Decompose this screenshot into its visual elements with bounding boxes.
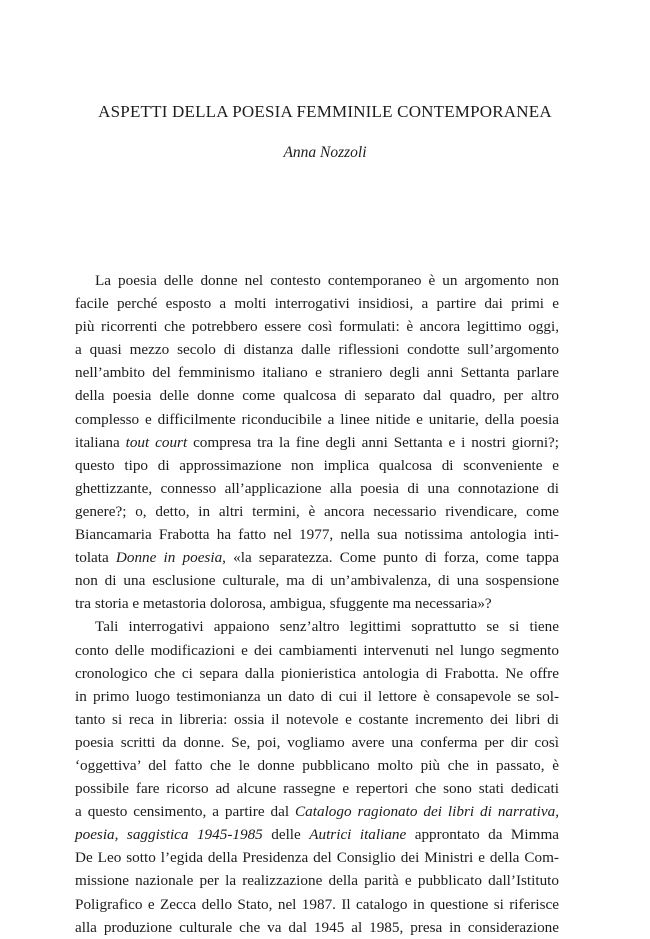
text-run: conto delle modificazioni e dei cambiamenti intervenuti nel lungo segmento [75,641,559,659]
text-run: della poesia delle donne come qualcosa di separato dal quadro, per altro [75,387,559,405]
italic-title: Autrici italiane [309,826,407,844]
text-run: italiana [75,433,126,451]
text-line [75,431,559,454]
text-line [75,685,559,708]
text-run: Poligrafico e Zecca dello Stato, nel 1987. Il catalogo in questione si riferisce [75,895,559,913]
text-run: tolata [75,549,116,567]
text-run: ghettizzante, connesso all’applicazione alla poesia di una connotazione di [75,479,559,497]
italic-title: tout court [125,433,188,451]
text-run: Biancamaria Frabotta ha fatto nel 1977, nella sua notissima antologia inti- [75,526,559,544]
text-run: compresa tra la fine degli anni Settanta e i nostri giorni?; [187,433,559,451]
text-line [75,893,559,916]
text-run: Tali interrogativi appaiono senz’altro legittimi soprattutto se si tiene [95,618,559,636]
text-line [75,869,559,892]
text-run: possibile fare ricorso ad alcune rassegne e repertori che sono stati dedicati [75,780,559,798]
text-line [75,569,559,592]
text-run: La poesia delle donne nel contesto contemporaneo è un argomento non [95,272,559,289]
text-line [75,315,559,338]
text-line [75,477,559,500]
italic-title: Catalogo ragionato dei libri di narrativa, [295,803,559,821]
text-line [75,269,559,292]
text-line [75,338,559,361]
text-run: tanto si reca in libreria: ossia il notevole e costante incremento dei libri di [75,710,559,728]
text-line [75,546,559,569]
text-run: cronologico che ci separa dalla pionieristica antologia di Frabotta. Ne offre [75,664,559,682]
text-run: poesia scritti da donne. Se, poi, vogliamo avere una conferma per dir così [75,733,559,751]
text-run: facile perché esposto a molti interrogativi insidiosi, a partire dai primi e [75,295,559,313]
text-run: nell’ambito del femminismo italiano e straniero degli anni Settanta parlare [75,364,559,382]
text-run: missione nazionale per la realizzazione della parità e pubblicato dall’Istituto [75,872,559,890]
text-run: , «la separatezza. Come punto di forza, come tappa [222,549,559,567]
text-line [75,731,559,754]
text-line [75,408,559,431]
text-run: a quasi mezzo secolo di distanza dalle riflessioni condotte sull’argomento [75,341,559,359]
text-line [75,800,559,823]
text-run: più ricorrenti che potrebbero essere così formulati: è ancora legittimo oggi, [75,318,559,336]
paragraph [75,615,559,938]
author-name: Anna Nozzoli [283,144,367,161]
article-title: ASPETTI DELLA POESIA FEMMINILE CONTEMPORANEA [98,102,552,121]
text-run: complesso e difficilmente riconducibile a linee nitide e unitarie, della poesia [75,410,559,428]
text-line [75,500,559,523]
text-line [75,754,559,777]
text-line [75,454,559,477]
text-line [75,639,559,662]
text-line [75,662,559,685]
paragraph [75,269,559,615]
text-line [75,708,559,731]
article-body [75,269,559,939]
text-run: in primo luogo testimonianza un dato di cui il lettore è consapevole se sol- [75,687,559,705]
text-run: ‘oggettiva’ del fatto che le donne pubblicano molto più che in passato, è [75,756,559,774]
text-run: alla produzione culturale che va dal 1945 al 1985, presa in considerazione [75,918,559,936]
text-line [75,916,559,939]
text-run: De Leo sotto l’egida della Presidenza del Consiglio dei Ministri e della Com- [75,849,559,867]
text-line [75,523,559,546]
text-run: non di una esclusione culturale, ma di un’ambivalenza, di una sospensione [75,572,559,590]
text-run: questo tipo di approssimazione non implica qualcosa di sconveniente e [75,456,559,474]
text-run: approntato da Mimma [406,826,560,844]
text-line [75,292,559,315]
text-line [75,592,559,615]
text-line [75,823,559,846]
text-run: tra storia e metastoria dolorosa, ambigua, sfuggente ma necessaria»? [75,595,492,613]
text-run: a questo censimento, a partire dal [75,803,296,821]
italic-title: poesia, saggistica 1945-1985 [75,826,263,844]
text-run: delle [262,826,310,844]
text-run: genere?; o, detto, in altri termini, è ancora necessario rivendicare, come [75,502,559,520]
text-line [75,846,559,869]
text-line [75,777,559,800]
text-line [75,384,559,407]
italic-title: Donne in poesia [115,549,223,567]
text-line [75,361,559,384]
text-line [75,615,559,638]
